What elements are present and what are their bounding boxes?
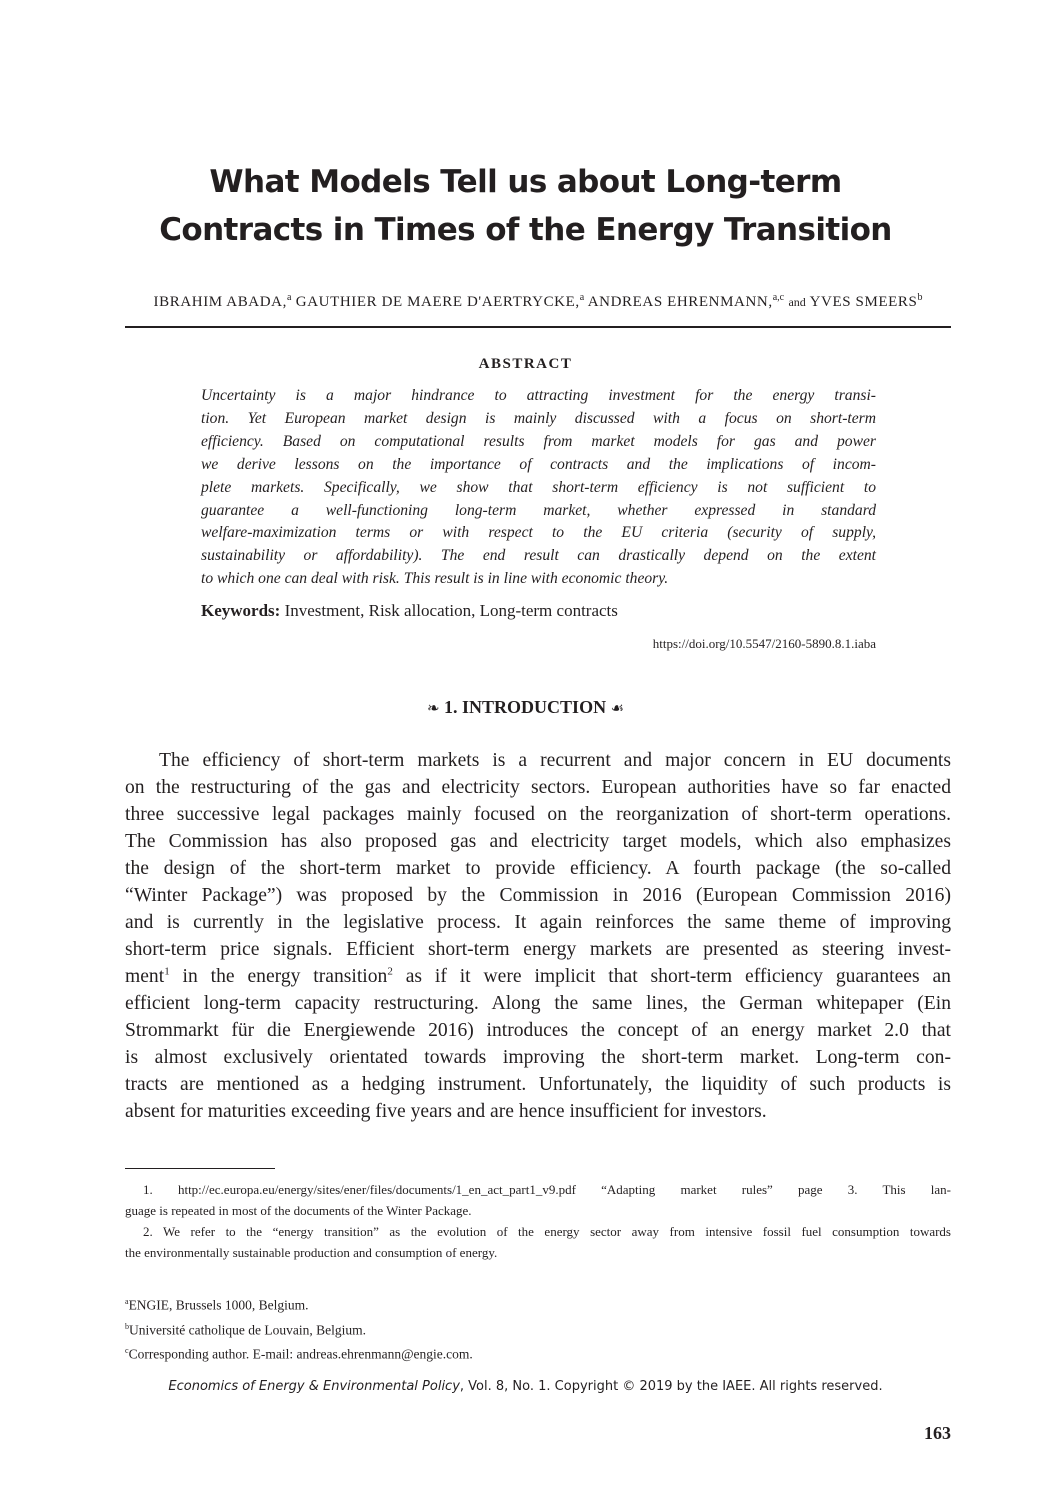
section-title: 1. INTRODUCTION xyxy=(444,697,607,717)
abstract-heading: ABSTRACT xyxy=(478,356,573,372)
body-line: tracts are mentioned as a hedging instrument. Unfortunately, the liquidity of such products is xyxy=(125,1074,951,1095)
footnote-ref-1[interactable]: 1 xyxy=(164,965,170,978)
affiliation-line xyxy=(125,1316,473,1341)
body-line: and is currently in the legislative process. It again reinforces the same theme of improving xyxy=(125,912,951,933)
ornament-right-icon: ☙ xyxy=(610,701,625,717)
abstract-line: sustainability or affordability). The end result can drastically depend on the extent xyxy=(201,547,876,565)
footnote-line: guage is repeated in most of the documents of the Winter Package. xyxy=(125,1203,472,1218)
affiliation-mark: b xyxy=(125,1321,129,1331)
footnote-line: the environmentally sustainable production and consumption of energy. xyxy=(125,1245,498,1260)
title-line: Contracts in Times of the Energy Transition xyxy=(159,212,892,248)
body-fragment: as if it were implicit that short-term efficiency guarantees an xyxy=(392,966,951,987)
keywords-value: Investment, Risk allocation, Long-term contracts xyxy=(284,601,618,620)
affiliation-mark: a xyxy=(125,1297,129,1306)
body-line: Strommarkt für die Energiewende 2016) introduces the concept of an energy market 2.0 that xyxy=(125,1020,951,1041)
abstract-line: tion. Yet European market design is mainly discussed with a focus on short-term xyxy=(201,409,876,427)
affiliation-text: Université catholique de Louvain, Belgium. xyxy=(129,1322,366,1337)
footnote-line: 1. http://ec.europa.eu/energy/sites/ener/files/documents/1_en_act_part1_v9.pdf “Adapting market rules” page 3. This lan- xyxy=(143,1182,951,1197)
section-heading xyxy=(0,697,1051,718)
author-affiliations xyxy=(125,1291,473,1365)
affiliation-text: ENGIE, Brussels 1000, Belgium. xyxy=(128,1297,309,1313)
author-affiliation-mark: b xyxy=(917,292,923,303)
abstract-line: welfare-maximization terms or with respect to the EU criteria (security of supply, xyxy=(201,524,876,542)
footnote-ref-2[interactable]: 2 xyxy=(387,965,393,978)
abstract-body xyxy=(201,385,876,591)
body-line: absent for maturities exceeding five years and are hence insufficient for investors. xyxy=(125,1101,767,1122)
body-line: three successive legal packages mainly focused on the reorganization of short-term operations. xyxy=(125,804,951,825)
abstract-line: Uncertainty is a major hindrance to attracting investment for the energy transi- xyxy=(201,387,876,404)
author-affiliation-mark: a xyxy=(286,292,292,303)
author-affiliation-mark: a,c xyxy=(772,292,785,303)
abstract-line: to which one can deal with risk. This result is in line with economic theory. xyxy=(201,570,669,588)
body-line: efficient long-term capacity restructuring. Along the same lines, the German whitepaper (Ein xyxy=(125,993,951,1014)
body-line: The Commission has also proposed gas and electricity target models, which also emphasizes xyxy=(125,831,951,852)
abstract-line: we derive lessons on the importance of contracts and the implications of incom- xyxy=(201,455,876,473)
author-name: YVES SMEERS xyxy=(809,294,918,310)
title-line: What Models Tell us about Long-term xyxy=(209,164,842,200)
body-line: on the restructuring of the gas and electricity sectors. European authorities have so far enacted xyxy=(125,777,951,798)
author-name: ANDREAS EHRENMANN, xyxy=(587,294,773,310)
body-line: The efficiency of short-term markets is a recurrent and major concern in EU documents xyxy=(159,750,951,771)
header-divider xyxy=(125,326,951,328)
author-name: IBRAHIM ABADA, xyxy=(153,294,287,310)
affiliation-mark: c xyxy=(125,1346,129,1355)
affiliation-text: Corresponding author. E-mail: andreas.ehrenmann@engie.com. xyxy=(128,1346,473,1362)
journal-citation xyxy=(0,1379,1051,1394)
body-fragment: ment xyxy=(125,966,165,987)
abstract-line: guarantee a well-functioning long-term market, whether expressed in standard xyxy=(201,501,876,519)
footnote-divider xyxy=(125,1168,275,1169)
author-name: GAUTHIER DE MAERE D'AERTRYCKE, xyxy=(295,294,580,310)
footnotes xyxy=(125,1179,951,1263)
page-number: 163 xyxy=(924,1423,951,1443)
footnote-line: 2. We refer to the “energy transition” as the evolution of the energy sector away from intensive fossil fuel consumption towards xyxy=(143,1224,951,1239)
keywords xyxy=(201,601,618,621)
author-affiliation-mark: a xyxy=(579,292,585,303)
journal-details: , Vol. 8, No. 1. Copyright © 2019 by the IAEE. All rights reserved. xyxy=(459,1379,883,1394)
article-title xyxy=(0,158,1051,254)
body-line: “Winter Package”) was proposed by the Commission in 2016 (European Commission 2016) xyxy=(125,885,951,906)
abstract-line: efficiency. Based on computational results from market models for gas and power xyxy=(201,432,876,450)
abstract-line: plete markets. Specifically, we show that short-term efficiency is not sufficient to xyxy=(201,478,876,496)
body-line: is almost exclusively orientated towards improving the short-term market. Long-term con- xyxy=(125,1047,951,1068)
ornament-left-icon: ❧ xyxy=(426,701,440,717)
author-conjunction: and xyxy=(788,295,806,309)
introduction-paragraph xyxy=(125,747,951,1125)
doi-link[interactable]: https://doi.org/10.5547/2160-5890.8.1.iaba xyxy=(652,636,876,651)
keywords-label: Keywords: xyxy=(201,601,281,620)
body-line: short-term price signals. Efficient short-term energy markets are presented as steering invest- xyxy=(125,939,951,960)
affiliation-line xyxy=(125,1291,473,1316)
journal-name: Economics of Energy & Environmental Policy xyxy=(168,1379,460,1394)
affiliation-line xyxy=(125,1340,473,1365)
body-line: the design of the short-term market to provide efficiency. A fourth package (the so-called xyxy=(125,858,951,879)
author-list xyxy=(125,292,951,311)
body-line xyxy=(125,963,951,990)
body-fragment: in the energy transition xyxy=(169,966,388,987)
